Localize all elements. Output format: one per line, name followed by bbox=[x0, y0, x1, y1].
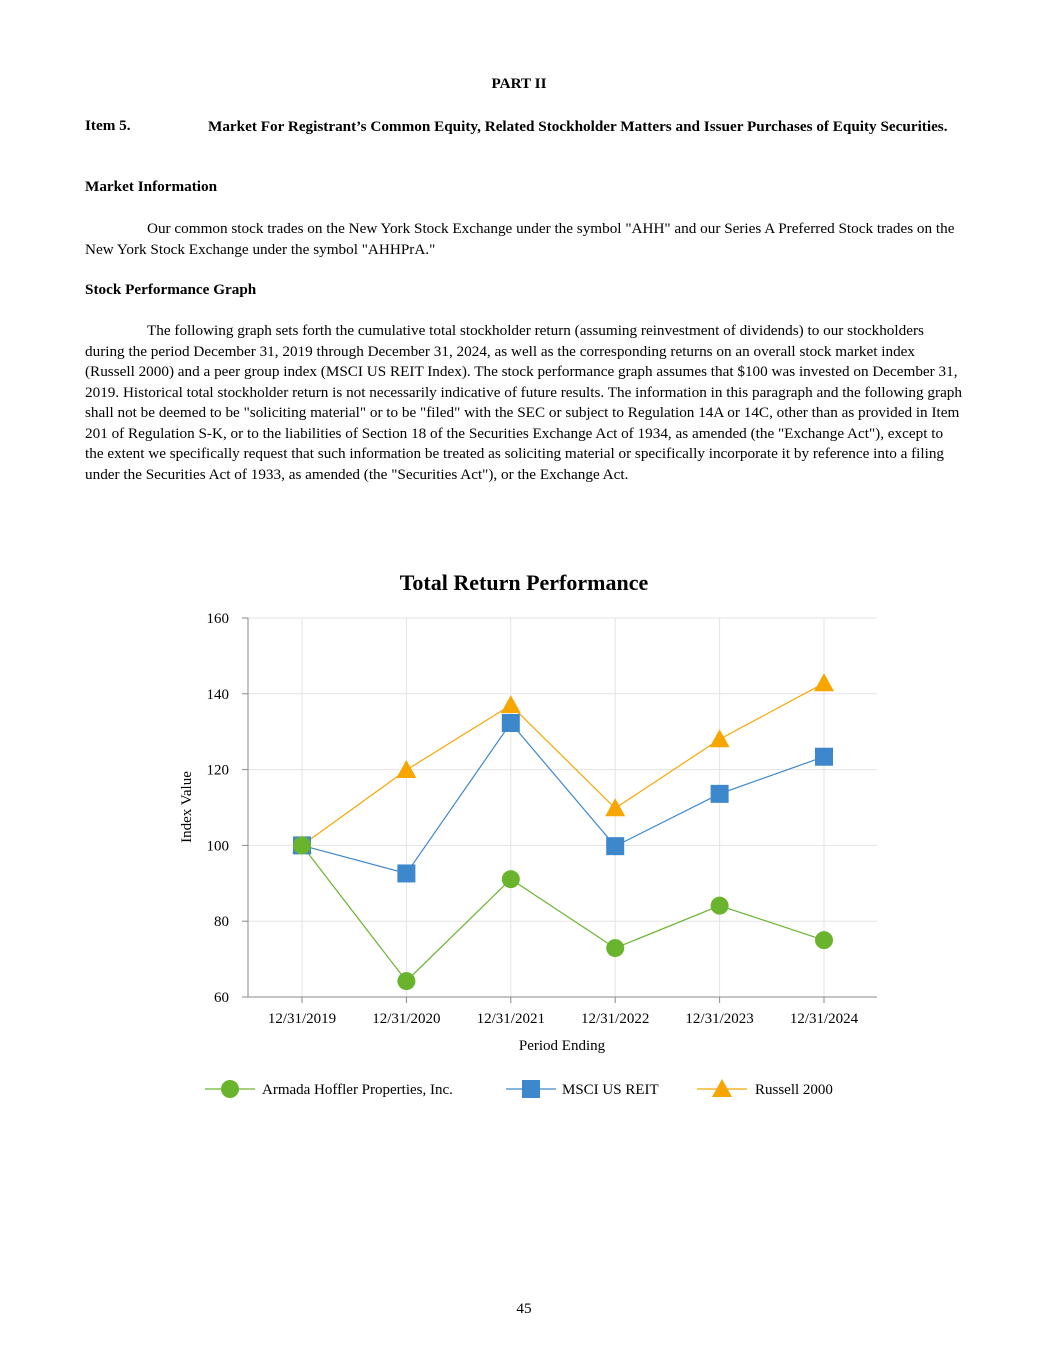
square-data-point bbox=[397, 864, 415, 882]
triangle-data-point bbox=[396, 760, 416, 778]
circle-data-point bbox=[293, 836, 311, 854]
performance-heading: Stock Performance Graph bbox=[85, 281, 257, 298]
page-number: 45 bbox=[516, 1300, 532, 1317]
square-data-point bbox=[711, 785, 729, 803]
legend-triangle-icon bbox=[712, 1079, 732, 1097]
series-line bbox=[302, 683, 824, 845]
square-data-point bbox=[502, 714, 520, 732]
circle-data-point bbox=[502, 870, 520, 888]
square-data-point bbox=[815, 748, 833, 766]
series-line bbox=[302, 845, 824, 981]
circle-data-point bbox=[815, 931, 833, 949]
triangle-data-point bbox=[710, 729, 730, 747]
market-info-heading: Market Information bbox=[85, 178, 218, 195]
legend-label: Armada Hoffler Properties, Inc. bbox=[262, 1082, 453, 1098]
y-tick-label: 100 bbox=[206, 838, 229, 855]
part-heading: PART II bbox=[491, 75, 547, 92]
y-tick-label: 160 bbox=[206, 611, 229, 627]
legend-square-icon bbox=[522, 1080, 540, 1098]
triangle-data-point bbox=[814, 673, 834, 691]
y-axis-label: Index Value bbox=[179, 771, 195, 843]
chart-title: Total Return Performance bbox=[399, 570, 649, 595]
series-line bbox=[302, 723, 824, 873]
legend-label: MSCI US REIT bbox=[562, 1082, 659, 1098]
circle-data-point bbox=[606, 939, 624, 957]
y-tick-label: 80 bbox=[214, 914, 229, 931]
x-tick-label: 12/31/2020 bbox=[372, 1011, 441, 1027]
y-tick-label: 140 bbox=[206, 686, 229, 703]
triangle-data-point bbox=[501, 695, 521, 713]
x-tick-label: 12/31/2022 bbox=[581, 1011, 650, 1027]
legend-circle-icon bbox=[221, 1080, 239, 1098]
x-tick-label: 12/31/2021 bbox=[476, 1011, 545, 1027]
item-title: Market For Registrant’s Common Equity, Related Stockholder Matters and Issuer Purchases of Equity Securities. bbox=[208, 118, 948, 135]
x-tick-label: 12/31/2019 bbox=[267, 1011, 337, 1027]
y-tick-label: 60 bbox=[214, 990, 229, 1006]
x-axis-label: Period Ending bbox=[518, 1038, 606, 1054]
square-data-point bbox=[606, 837, 624, 855]
x-tick-label: 12/31/2024 bbox=[789, 1011, 859, 1027]
x-tick-label: 12/31/2023 bbox=[685, 1011, 754, 1027]
total-return-chart bbox=[0, 555, 1048, 1115]
market-info-text: Our common stock trades on the New York Stock Exchange under the symbol "AHH" and our Series A Preferred Stock trades on the New York Stock Exchange under the symbol "AHHPrA." bbox=[85, 220, 955, 258]
circle-data-point bbox=[711, 897, 729, 915]
performance-text: The following graph sets forth the cumulative total stockholder return (assuming reinvestment of dividends) to our stockholders during the period December 31, 2019 through December 31, 2024, as well as the corresponding returns on an overall stock market index (Russell 2000) and a peer group index (MSCI US REIT Index). The stock performance graph assumes that $100 was invested on December 31, 2019. Historical total stockholder return is not necessarily indicative of future results. The information in this paragraph and the following graph shall not be deemed to be "soliciting material" or to be "filed" with the SEC or subject to Regulation 14A or 14C, other than as provided in Item 201 of Regulation S-K, or to the liabilities of Section 18 of the Securities Exchange Act of 1934, as amended (the "Exchange Act"), except to the extent we specifically request that such information be treated as soliciting material or specifically incorporate it by reference into a filing under the Securities Act of 1933, as amended (the "Securities Act"), or the Exchange Act. bbox=[85, 322, 962, 483]
y-tick-label: 120 bbox=[206, 762, 229, 779]
circle-data-point bbox=[397, 972, 415, 990]
legend-label: Russell 2000 bbox=[755, 1082, 833, 1098]
item-number: Item 5. bbox=[85, 117, 131, 134]
